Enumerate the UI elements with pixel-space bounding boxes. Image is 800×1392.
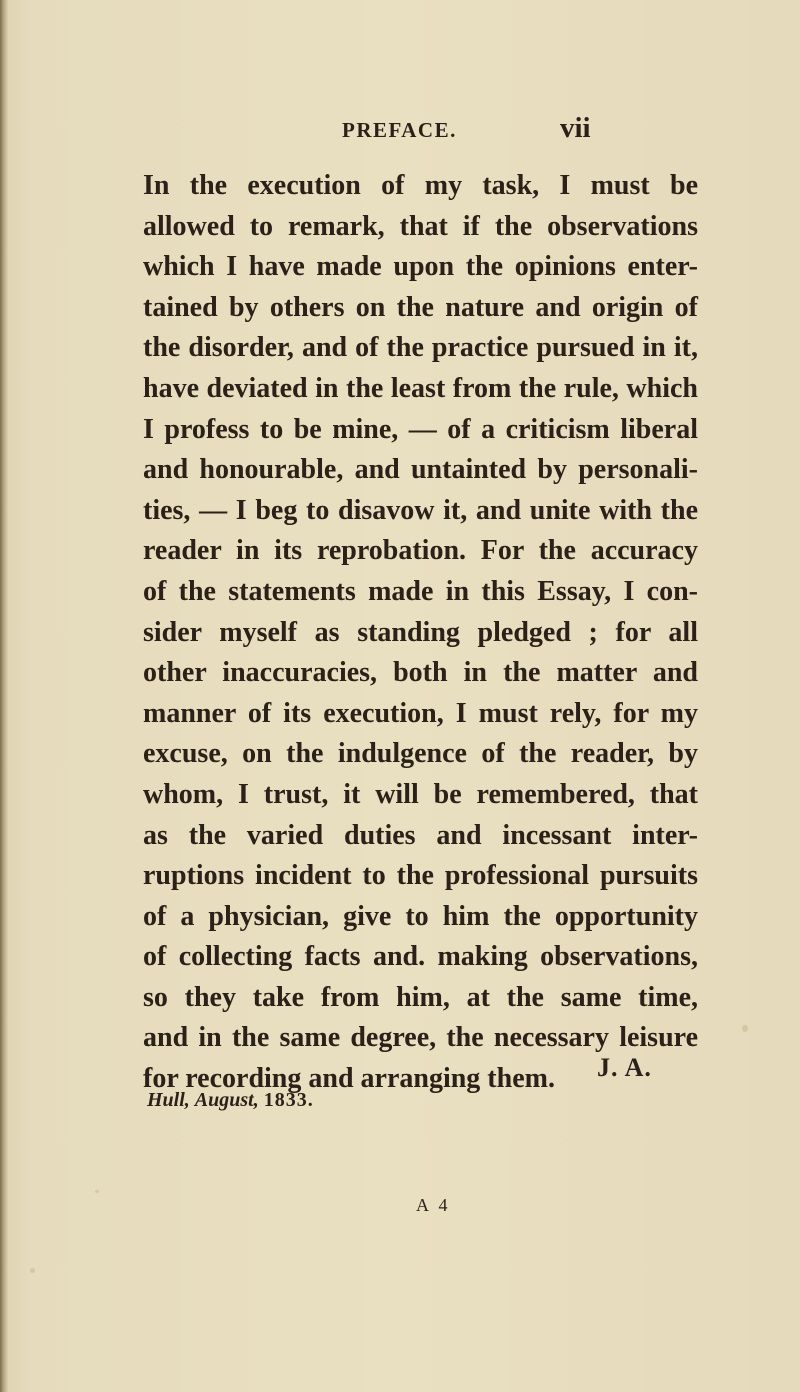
- text-line: reader in its reprobation. For the accuracy: [143, 535, 698, 567]
- text-line: tained by others on the nature and origin of: [143, 291, 698, 323]
- paper-fleck: [95, 1190, 99, 1193]
- paper-fleck: [742, 1025, 748, 1032]
- text-line: so they take from him, at the same time,: [143, 981, 698, 1013]
- author-initials: J. A.: [597, 1053, 652, 1082]
- printer-signature-mark: A 4: [416, 1195, 451, 1215]
- text-line: of collecting facts and. making observations,: [143, 941, 698, 973]
- running-head: [0, 114, 800, 154]
- text-line: and honourable, and untainted by personali-: [143, 454, 698, 486]
- preface-paragraph: [143, 166, 783, 1100]
- text-line: for recording and arranging them.: [143, 1063, 555, 1095]
- text-line: ties, — I beg to disavow it, and unite with the: [143, 494, 698, 526]
- text-line: allowed to remark, that if the observations: [143, 210, 698, 242]
- dateline: [147, 1089, 314, 1112]
- text-line: of a physician, give to him the opportunity: [143, 900, 698, 932]
- text-line: ruptions incident to the professional pursuits: [143, 860, 698, 892]
- text-line: I profess to be mine, — of a criticism liberal: [143, 413, 698, 445]
- text-line: In the execution of my task, I must be: [143, 170, 698, 201]
- text-line: and in the same degree, the necessary leisure: [143, 1022, 698, 1054]
- dateline-year: 1833.: [263, 1089, 314, 1111]
- text-line: which I have made upon the opinions enter-: [143, 251, 698, 283]
- text-line: whom, I trust, it will be remembered, that: [143, 778, 698, 810]
- dateline-place: Hull,: [147, 1089, 190, 1111]
- running-title: PREFACE.: [342, 118, 457, 142]
- dateline-month: August,: [194, 1089, 259, 1111]
- text-line: as the varied duties and incessant inter-: [143, 819, 698, 851]
- text-line: manner of its execution, I must rely, for my: [143, 697, 698, 729]
- text-line: other inaccuracies, both in the matter and: [143, 657, 698, 689]
- paper-fleck: [30, 1268, 35, 1273]
- page-spine-edge: [0, 0, 8, 1392]
- page-number: vii: [560, 112, 591, 144]
- text-line: sider myself as standing pledged ; for all: [143, 616, 698, 648]
- text-line: have deviated in the least from the rule, which: [143, 372, 698, 404]
- text-line: the disorder, and of the practice pursued in it,: [143, 332, 698, 364]
- text-line: excuse, on the indulgence of the reader, by: [143, 738, 698, 770]
- text-line: of the statements made in this Essay, I con-: [143, 575, 698, 607]
